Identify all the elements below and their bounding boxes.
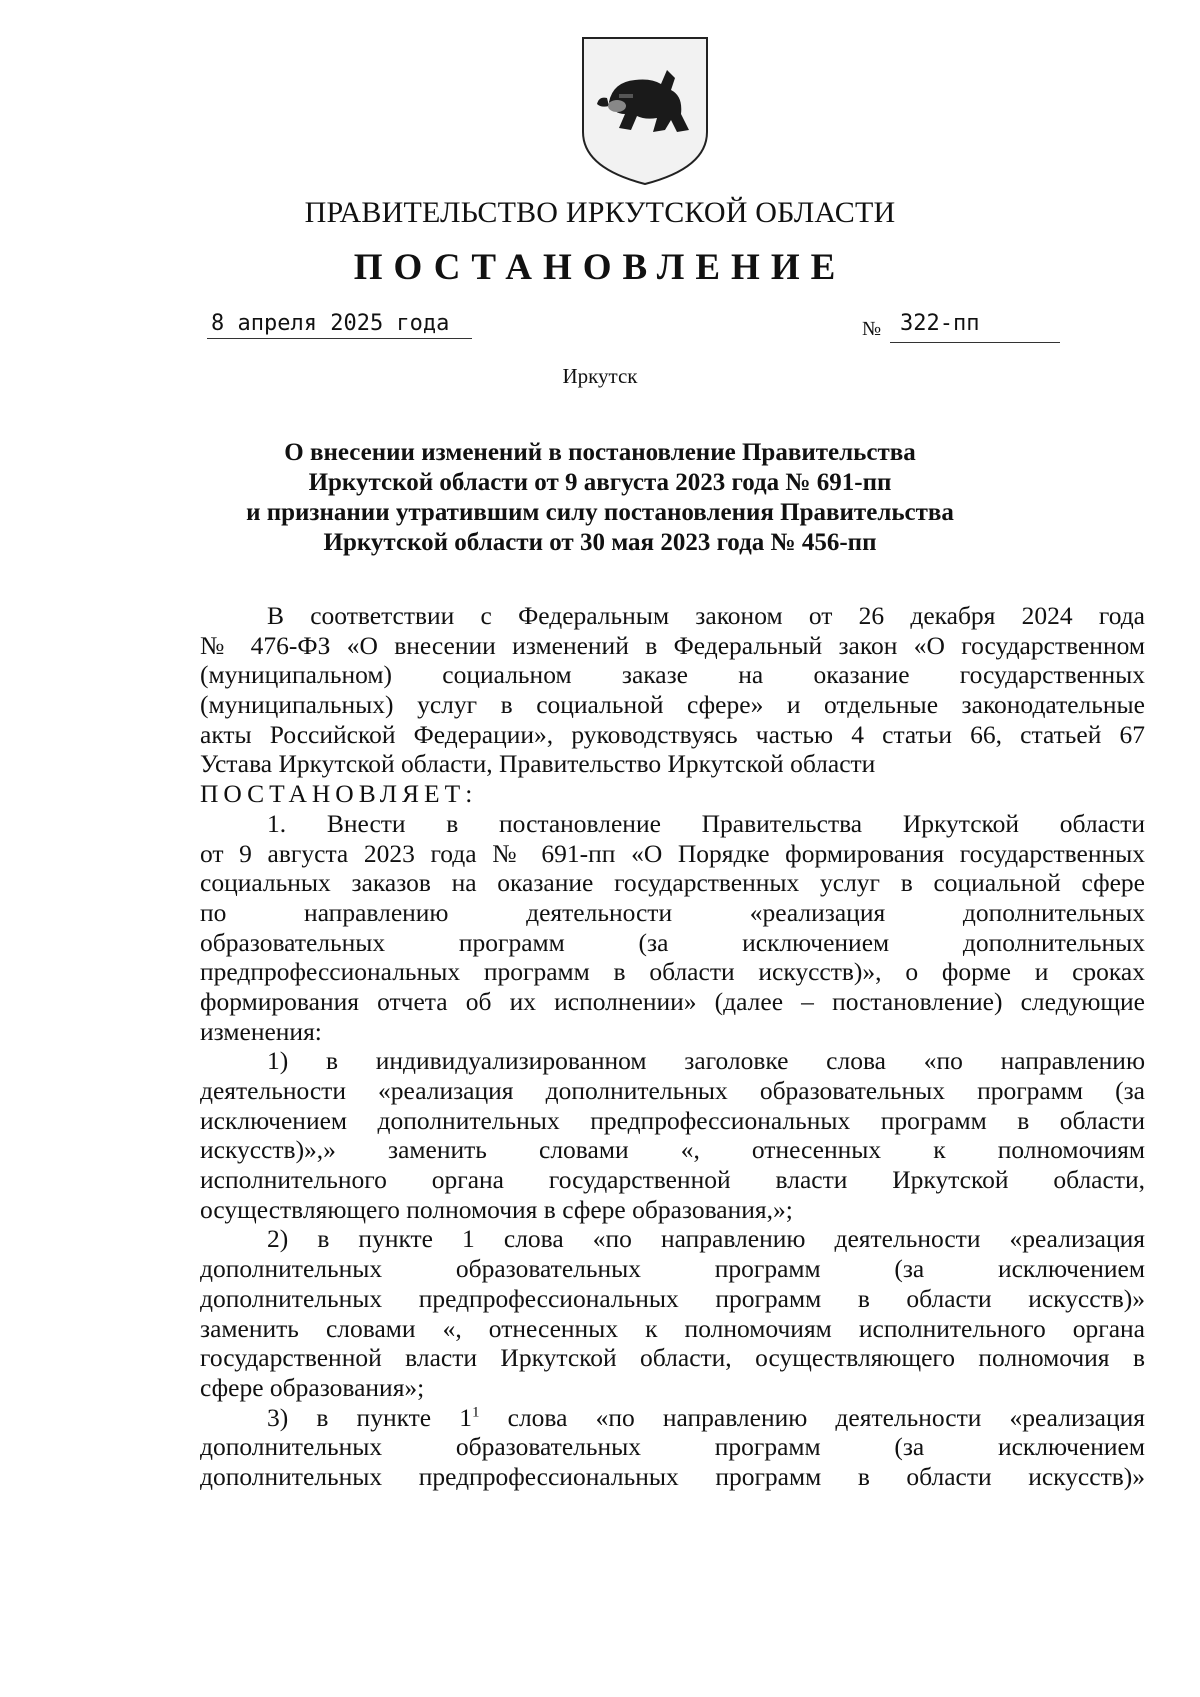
clause-line: образовательных программ (за исключением дополнительных	[200, 927, 1145, 957]
clause-line: предпрофессиональных программ в области искусств)», о форме и сроках	[200, 957, 1145, 987]
document-title	[200, 438, 1000, 558]
subclause-rest: слова «по направлению деятельности «реализация	[507, 1402, 1145, 1432]
preamble-line: акты Российской Федерации», руководствуясь частью 4 статьи 66, статьей 67	[200, 719, 1145, 749]
title-line: и признании утратившим силу постановления Правительства	[246, 499, 954, 526]
document-type: ПОСТАНОВЛЕНИЕ	[353, 247, 847, 288]
date-underline	[207, 338, 472, 339]
preamble-line: В соответствии с Федеральным законом от 26 декабря 2024 года	[267, 601, 1145, 630]
subclause-line: дополнительных предпрофессиональных программ в области искусств)»	[200, 1461, 1145, 1491]
subclause-line: осуществляющего полномочия в сфере образования,»;	[200, 1194, 793, 1224]
resolves-keyword: ПОСТАНОВЛЯЕТ:	[200, 779, 478, 809]
clause-line: 1. Внести в постановление Правительства Иркутской области	[267, 808, 1145, 838]
subclause-line: дополнительных предпрофессиональных программ в области искусств)»	[200, 1283, 1145, 1313]
preamble-line: Устава Иркутской области, Правительство Иркутской области	[200, 749, 876, 779]
subclause-line: искусств)»,» заменить словами «, отнесенных к полномочиям	[200, 1135, 1145, 1165]
clause-line: по направлению деятельности «реализация дополнительных	[200, 897, 1145, 927]
subclause-line: заменить словами «, отнесенных к полномочиям исполнительного органа	[200, 1313, 1145, 1343]
subclause-line: государственной власти Иркутской области, осуществляющего полномочия в	[200, 1343, 1145, 1373]
coat-of-arms-icon	[579, 34, 711, 186]
preamble-line: (муниципальных) услуг в социальной сфере» и отдельные законодательные	[200, 690, 1145, 720]
subclause-line: 1) в индивидуализированном заголовке слова «по направлению	[267, 1046, 1145, 1076]
subclause-line	[200, 1403, 1145, 1433]
preamble-line: № 476-ФЗ «О внесении изменений в Федеральный закон «О государственном	[200, 630, 1145, 660]
document-number: 322-пп	[900, 311, 980, 336]
clause-line: от 9 августа 2023 года № 691-пп «О Порядке формирования государственных	[200, 838, 1145, 868]
organization-name: ПРАВИТЕЛЬСТВО ИРКУТСКОЙ ОБЛАСТИ	[304, 196, 896, 229]
subclause-line: дополнительных образовательных программ (за исключением	[200, 1254, 1145, 1284]
document-body	[200, 601, 1145, 1492]
number-underline	[890, 342, 1060, 343]
subclause-line: дополнительных образовательных программ (за исключением	[200, 1432, 1145, 1462]
document-date: 8 апреля 2025 года	[211, 311, 450, 336]
subclause-line: исключением дополнительных предпрофессиональных программ в области	[200, 1105, 1145, 1135]
preamble-line: (муниципальном) социальном заказе на оказание государственных	[200, 660, 1145, 690]
title-line: Иркутской области от 30 мая 2023 года № 456-пп	[323, 529, 877, 556]
subclause-start: 3) в пункте 1	[267, 1402, 472, 1432]
subclause-line: 2) в пункте 1 слова «по направлению деятельности «реализация	[267, 1224, 1145, 1254]
superscript: 1	[472, 1404, 480, 1421]
clause-line: социальных заказов на оказание государственных услуг в социальной сфере	[200, 868, 1145, 898]
number-sign: №	[862, 318, 882, 340]
clause-line: изменения:	[200, 1016, 322, 1046]
subclause-line: сфере образования»;	[200, 1372, 425, 1402]
title-line: О внесении изменений в постановление Правительства	[284, 439, 916, 466]
city-name: Иркутск	[562, 364, 638, 388]
title-line: Иркутской области от 9 августа 2023 года № 691-пп	[308, 469, 892, 496]
clause-line: формирования отчета об их исполнении» (далее – постановление) следующие	[200, 986, 1145, 1016]
subclause-line: деятельности «реализация дополнительных образовательных программ (за	[200, 1076, 1145, 1105]
subclause-line: исполнительного органа государственной власти Иркутской области,	[200, 1165, 1145, 1195]
